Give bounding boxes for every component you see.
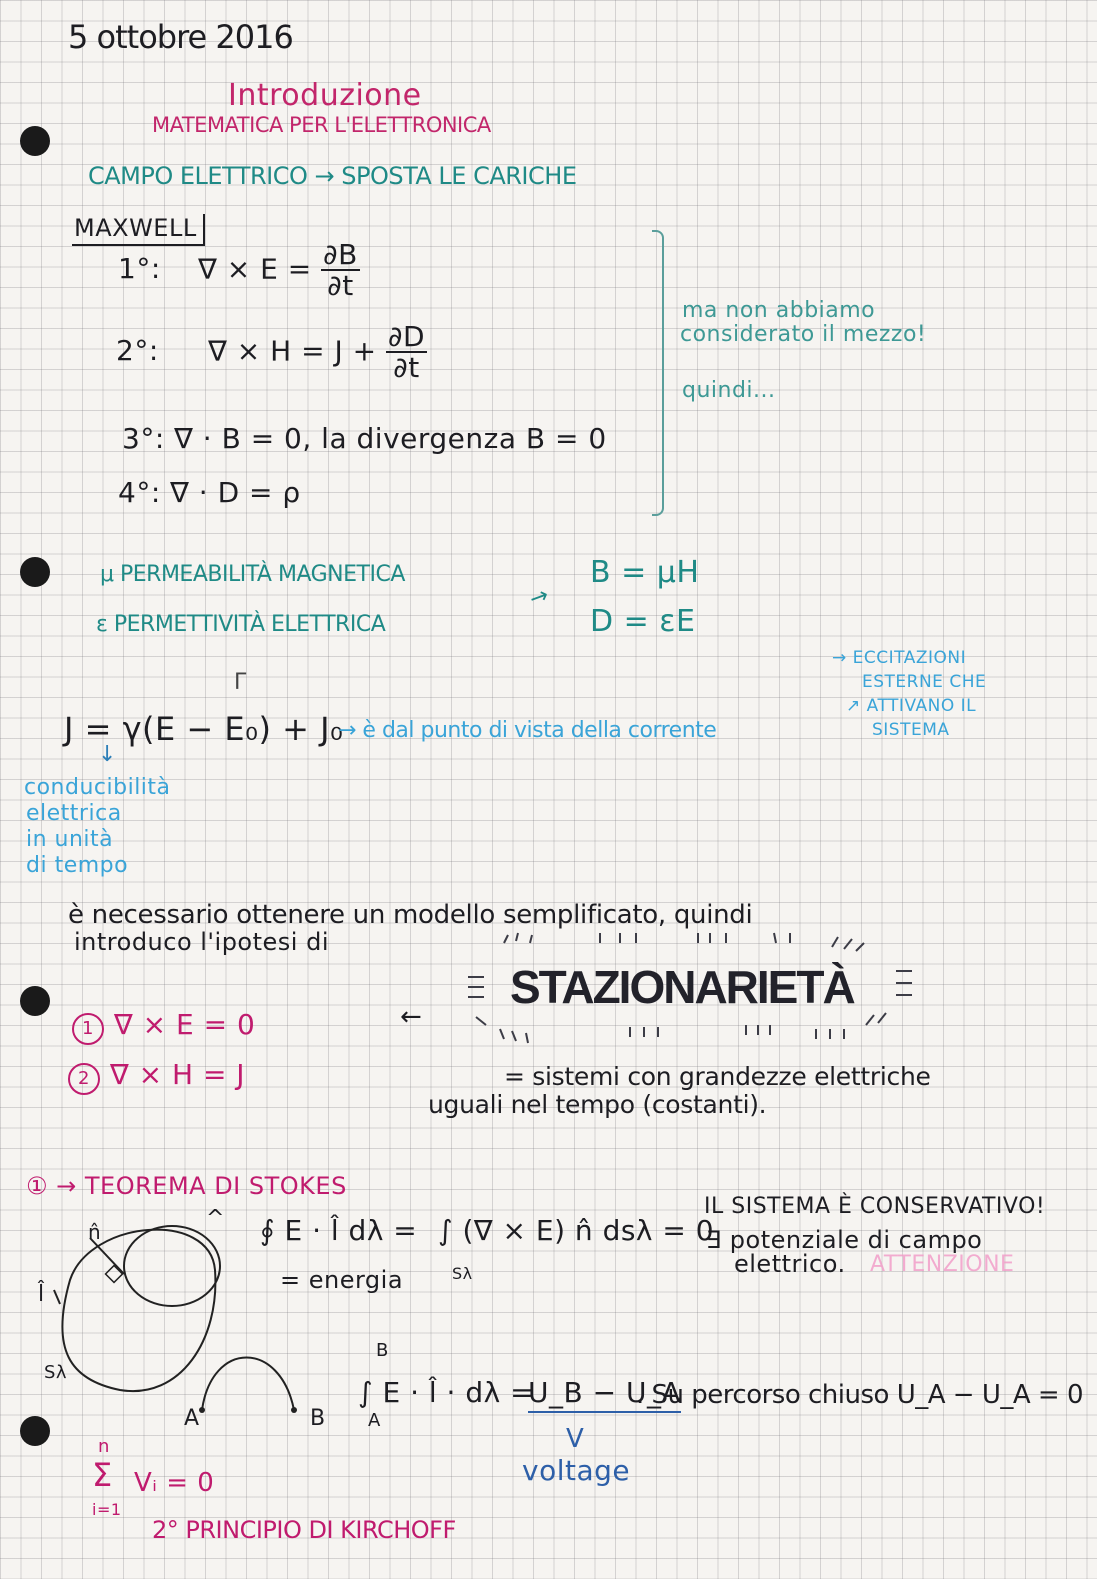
side-note-line3: quindi... bbox=[682, 378, 776, 403]
conservativo-3: elettrico. bbox=[734, 1250, 846, 1278]
stationary-eq2 bbox=[68, 1058, 245, 1095]
eq2-den: ∂t bbox=[393, 351, 420, 385]
s-lambda-label: Sλ bbox=[44, 1362, 68, 1383]
model-line2: introduco l'ipotesi di bbox=[74, 928, 329, 956]
exc-note-2: ESTERNE CHE bbox=[862, 672, 987, 692]
stokes-heading-text: ① → TEOREMA DI STOKES bbox=[26, 1172, 347, 1200]
stazionarieta-def1: = sistemi con grandezze elettriche bbox=[504, 1062, 931, 1091]
point-b: B bbox=[310, 1406, 326, 1431]
cond-note-4: di tempo bbox=[26, 853, 129, 878]
sum-bottom: i=1 bbox=[92, 1500, 122, 1519]
stazionarieta-def2: uguali nel tempo (costanti). bbox=[428, 1090, 767, 1119]
eps-label: ε PERMETTIVITÀ ELETTRICA bbox=[96, 612, 386, 637]
eq1-num: ∂B bbox=[323, 238, 358, 271]
eq1-label: 1°: bbox=[118, 252, 161, 286]
maxwell-eq1 bbox=[118, 240, 360, 301]
attenzione-note: ATTENZIONE bbox=[870, 1252, 1015, 1277]
eq1-number: 1 bbox=[72, 1013, 104, 1045]
stokes-rhs: ∫ (∇ × E) n̂ dsλ = 0 bbox=[438, 1214, 715, 1247]
exc-note-4: SISTEMA bbox=[872, 720, 950, 740]
maxwell-heading: MAXWELL bbox=[72, 214, 205, 246]
side-note-line1: ma non abbiamo bbox=[682, 298, 876, 323]
eq2-num: ∂D bbox=[388, 320, 426, 353]
eq1-den: ∂t bbox=[327, 269, 354, 303]
eq1-lhs: ∇ × E = bbox=[198, 252, 312, 286]
maxwell-eq2 bbox=[116, 322, 427, 383]
campo-elettrico-line: CAMPO ELETTRICO → SPOSTA LE CARICHE bbox=[88, 162, 577, 190]
sum-symbol: Σ bbox=[92, 1456, 113, 1494]
l-hat-label: l̂ bbox=[38, 1282, 45, 1307]
sum-rhs: Vᵢ = 0 bbox=[134, 1468, 215, 1498]
exc-note-3: ↗ ATTIVANO IL bbox=[846, 696, 977, 716]
side-note-line2: considerato il mezzo! bbox=[680, 322, 927, 347]
eq2-fraction bbox=[386, 322, 427, 383]
current-equation: J = γ(E − E₀) + J₀ bbox=[64, 710, 344, 748]
eq2-number: 2 bbox=[68, 1063, 100, 1095]
eq1-fraction bbox=[321, 240, 360, 301]
voltage-v: V bbox=[566, 1424, 585, 1454]
eq1-text: ∇ × E = 0 bbox=[114, 1008, 256, 1041]
page-subtitle: MATEMATICA PER L'ELETTRONICA bbox=[152, 113, 491, 137]
voltage-closed-path: . Su percorso chiuso U_A − U_A = 0 bbox=[636, 1380, 1084, 1410]
binder-hole bbox=[20, 126, 50, 156]
current-note: → è dal punto di vista della corrente bbox=[338, 718, 717, 743]
stazionarieta-heading: STAZIONARIETÀ bbox=[510, 961, 854, 1013]
exc-note-1: → ECCITAZIONI bbox=[832, 648, 967, 668]
eq2-label: 2°: bbox=[116, 334, 159, 368]
stokes-lhs: ∮ E · l̂ dλ = bbox=[260, 1214, 418, 1247]
conservativo-1: IL SISTEMA È CONSERVATIVO! bbox=[704, 1194, 1046, 1219]
maxwell-eq3 bbox=[122, 422, 607, 455]
stationary-eq1 bbox=[72, 1008, 255, 1045]
materials-arrow: → bbox=[526, 582, 553, 613]
side-bracket bbox=[652, 230, 664, 516]
eq3: 3°: ∇ · B = 0 bbox=[122, 422, 303, 455]
point-a: A bbox=[184, 1406, 200, 1431]
binder-hole bbox=[20, 1416, 50, 1446]
cond-note-2: elettrica bbox=[26, 801, 122, 826]
eq3-note: , la divergenza B = 0 bbox=[302, 422, 607, 455]
kirchhoff-principle: 2° PRINCIPIO DI KIRCHOFF bbox=[152, 1516, 456, 1544]
date: 5 ottobre 2016 bbox=[68, 18, 293, 56]
stokes-energia: = energia bbox=[280, 1266, 404, 1294]
mu-label: μ PERMEABILITÀ MAGNETICA bbox=[100, 562, 405, 587]
caret-label: ^ bbox=[206, 1206, 225, 1231]
voltage-diff: U_B − U_A bbox=[528, 1376, 681, 1413]
maxwell-eq4: 4°: ∇ · D = ρ bbox=[118, 476, 301, 509]
conservativo-2: ∃ potenziale di campo bbox=[706, 1226, 983, 1254]
stokes-heading bbox=[26, 1172, 347, 1200]
b-equation: B = μH bbox=[590, 555, 700, 590]
int-top: B bbox=[376, 1340, 389, 1361]
down-arrow-icon: ↓ bbox=[98, 742, 117, 767]
path-arc-diagram bbox=[190, 1350, 310, 1420]
model-line1: è necessario ottenere un modello semplificato, quindi bbox=[68, 900, 753, 930]
eq2-lhs: ∇ × H = J + bbox=[208, 334, 377, 368]
page-title: Introduzione bbox=[228, 78, 422, 113]
cond-note-1: conducibilità bbox=[24, 775, 171, 800]
stokes-sub: Sλ bbox=[452, 1264, 473, 1283]
gamma-mark: Γ bbox=[234, 670, 247, 695]
n-hat-label: n̂ bbox=[88, 1220, 102, 1244]
left-arrow-icon: ← bbox=[400, 1002, 422, 1032]
sum-top: n bbox=[98, 1436, 110, 1457]
eq2-text: ∇ × H = J bbox=[110, 1058, 246, 1091]
binder-hole bbox=[20, 557, 50, 587]
voltage-word: voltage bbox=[522, 1454, 631, 1487]
binder-hole bbox=[20, 986, 50, 1016]
int-bottom: A bbox=[368, 1410, 381, 1431]
voltage-integral: ∫ E · l̂ · dλ = bbox=[358, 1376, 535, 1409]
d-equation: D = εE bbox=[590, 604, 696, 639]
cond-note-3: in unità bbox=[26, 827, 114, 852]
